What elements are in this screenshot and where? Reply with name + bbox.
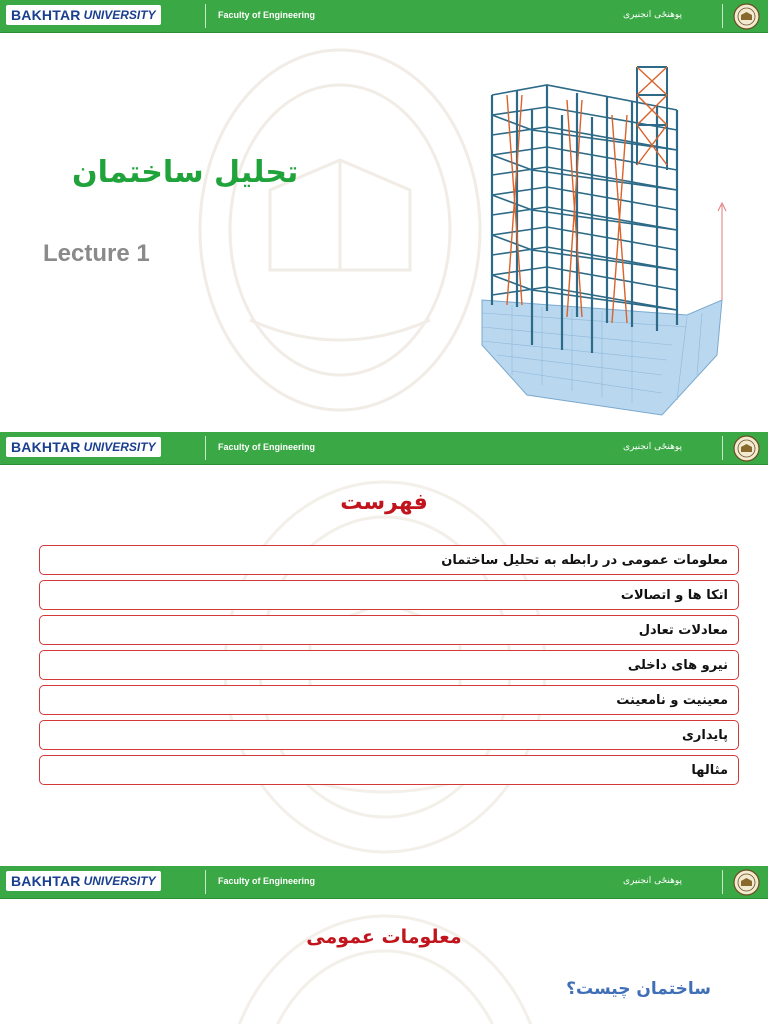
university-logo	[6, 871, 161, 891]
logo-bakhtar: BAKHTAR	[11, 439, 81, 455]
header-divider	[205, 870, 206, 894]
slide-header	[0, 0, 768, 33]
toc-item[interactable]: معادلات تعادل	[39, 615, 739, 645]
university-seal-icon	[733, 869, 760, 896]
logo-bakhtar: BAKHTAR	[11, 873, 81, 889]
toc-item[interactable]: معلومات عمومی در رابطه به تحلیل ساختمان	[39, 545, 739, 575]
presentation-title: تحلیل ساختمان	[72, 155, 299, 190]
faculty-label: Faculty of Engineering	[218, 876, 316, 886]
university-logo	[6, 5, 161, 25]
toc-item[interactable]: اتکا ها و اتصالات	[39, 580, 739, 610]
toc-item[interactable]: معینیت و نامعینت	[39, 685, 739, 715]
university-seal-icon	[733, 3, 760, 30]
logo-university: UNIVERSITY	[83, 440, 156, 454]
toc-item[interactable]: مثالها	[39, 755, 739, 785]
building-frame-3d-icon	[472, 55, 740, 425]
faculty-label-pashto: پوهنځی انجنیری	[622, 442, 682, 452]
header-divider	[722, 4, 723, 28]
faculty-label: Faculty of Engineering	[218, 442, 316, 452]
toc-item[interactable]: نیرو های داخلی	[39, 650, 739, 680]
logo-university: UNIVERSITY	[83, 8, 156, 22]
faculty-label-pashto: پوهنځی انجنیری	[622, 876, 682, 886]
header-divider	[722, 436, 723, 460]
header-divider	[722, 870, 723, 894]
slide-general-info	[0, 866, 768, 1024]
faculty-label: Faculty of Engineering	[218, 10, 316, 20]
slide-title	[0, 0, 768, 432]
faculty-label-pashto: پوهنځی انجنیری	[622, 10, 682, 20]
section-subtitle: ساختمان چیست؟	[566, 979, 711, 999]
seal-watermark-icon	[215, 906, 555, 1024]
header-divider	[205, 4, 206, 28]
toc-item[interactable]: پایداری	[39, 720, 739, 750]
slide-header	[0, 866, 768, 899]
slide-header	[0, 432, 768, 465]
university-seal-icon	[733, 435, 760, 462]
contents-title: فهرست	[340, 490, 428, 515]
university-logo	[6, 437, 161, 457]
lecture-number: Lecture 1	[43, 240, 150, 267]
logo-bakhtar: BAKHTAR	[11, 7, 81, 23]
seal-watermark-icon	[190, 40, 490, 420]
slide-contents	[0, 432, 768, 866]
logo-university: UNIVERSITY	[83, 874, 156, 888]
header-divider	[205, 436, 206, 460]
section-title: معلومات عمومی	[306, 926, 462, 948]
